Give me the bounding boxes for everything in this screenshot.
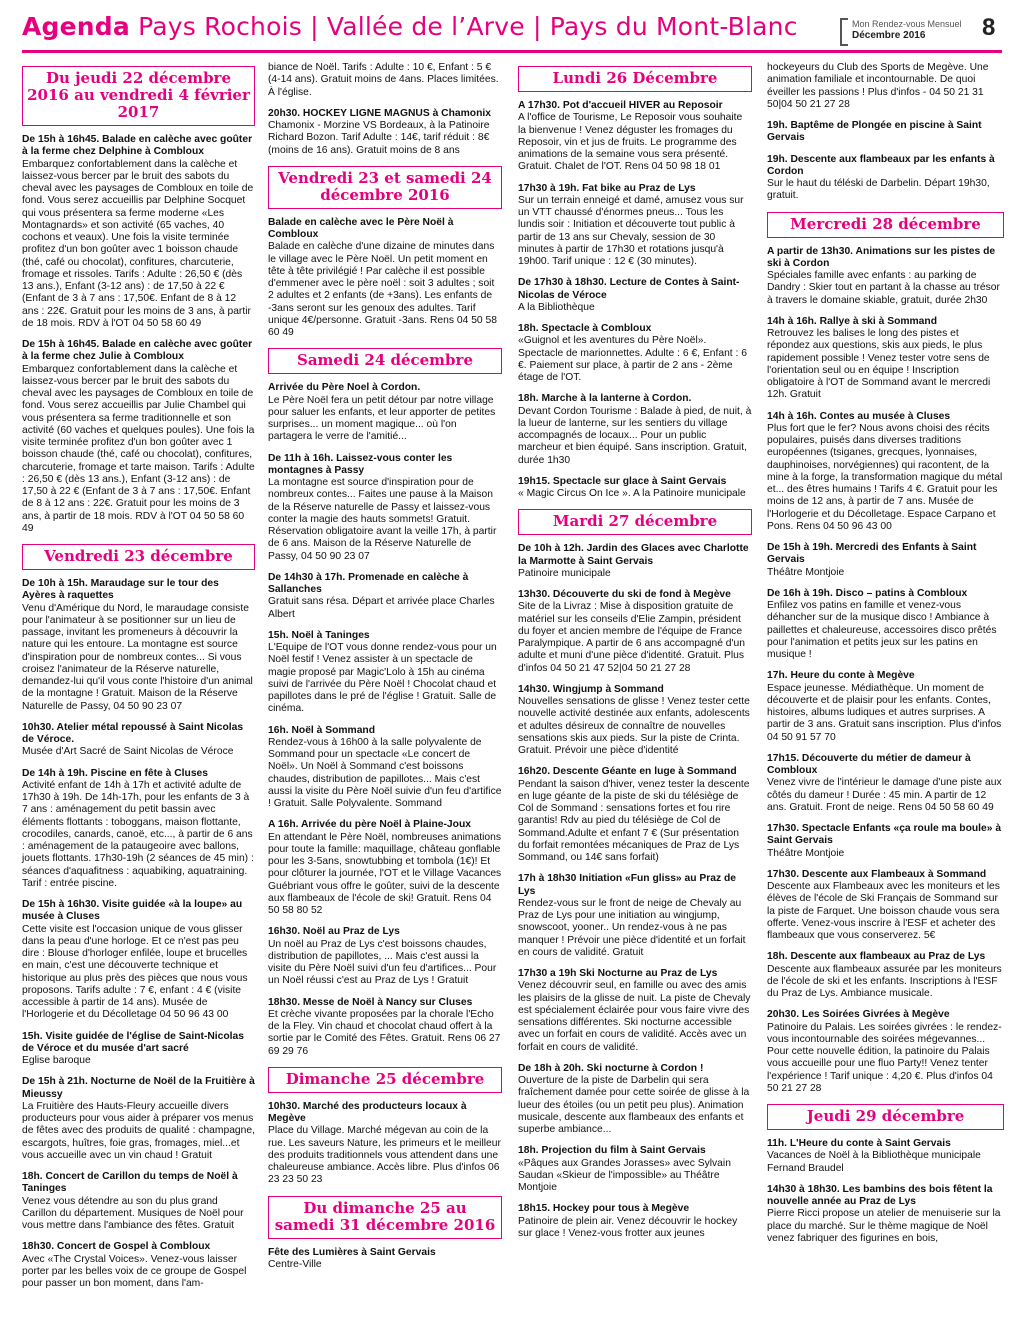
event-item bbox=[22, 722, 255, 759]
event-title: 15h. Noël à Taninges bbox=[268, 629, 370, 641]
event-item bbox=[268, 217, 502, 340]
event-item bbox=[268, 572, 502, 621]
column-4 bbox=[767, 62, 1004, 1254]
event-title: 16h. Noël à Sommand bbox=[268, 724, 376, 736]
event-title: De 14h30 à 17h. Promenade en calèche à Sallanches bbox=[268, 571, 469, 595]
event-title: 14h30. Wingjump à Sommand bbox=[518, 683, 664, 695]
event-item bbox=[268, 630, 502, 716]
event-title: 18h. Descente aux flambeaux au Praz de Lys bbox=[767, 951, 986, 963]
event-description: La montagne est source d'inspiration pour de nombreux contes... Faites une pause à la Maison de la Réserve naturelle de Passy et laissez-vous conter la magie des hauts sommets! Gratuit. Réservation obligatoire avant la veille 17h, à partir de 6 ans. Maison de la Réserve Naturelle de Passy, 04 50 90 23 07 bbox=[268, 477, 497, 562]
event-description: Descente aux Flambeaux avec les moniteurs et les élèves de l'école de Ski Français de Sommand sur la piste de Farquet. Une boisson chaude vous sera offerte. Venez-vous inscrire à l'ESF et acheter des flambeaux que vous conserverez. 5€ bbox=[767, 881, 1000, 941]
event-item bbox=[518, 968, 752, 1054]
event-item bbox=[518, 1145, 752, 1194]
event-item bbox=[22, 1241, 255, 1290]
event-item bbox=[767, 1009, 1004, 1095]
date-section-header: Dimanche 25 décembre bbox=[268, 1067, 502, 1093]
event-title: 16h30. Noël au Praz de Lys bbox=[268, 926, 400, 938]
event-item bbox=[22, 339, 255, 535]
event-description: Patinoire de plein air. Venez découvrir le hockey sur glace ! Venez-vous frotter aux jeunes bbox=[518, 1215, 738, 1239]
event-item bbox=[22, 1031, 255, 1068]
event-item bbox=[518, 766, 752, 864]
event-item bbox=[268, 819, 502, 917]
event-title: De 18h à 20h. Ski nocturne à Cordon ! bbox=[518, 1062, 704, 1074]
event-description: A l'office de Tourisme, Le Reposoir vous souhaite la bienvenue ! Venez déguster les fromages du Reposoir, vin et jus de fruits. Le programme des animations de la semaine vous sera présenté. Gratuit. Chalet de l'OT. Rens 04 50 98 18 01 bbox=[518, 112, 743, 173]
event-item bbox=[767, 542, 1004, 579]
date-section-header: Lundi 26 Décembre bbox=[518, 66, 752, 92]
header-rule bbox=[22, 50, 1002, 53]
event-title: 11h. L'Heure du conte à Saint Gervais bbox=[767, 1138, 951, 1149]
event-description: «Guignol et les aventures du Père Noël». Spectacle de marionnettes. Adulte : 6 €, Enfant : 6 €. Paiement sur place, à partir de 2 ans - 2ème étage de l'OT. bbox=[518, 335, 747, 383]
event-title: A partir de 13h30. Animations sur les pistes de ski à Cordon bbox=[767, 245, 996, 269]
event-description: Sur un terrain enneigé et damé, amusez vous sur un VTT chaussé d'énormes pneus... Tous les lundis soir : Initiation et découverte tout public à partir de 13 ans sur Chevaly, session de 30 minutes à partir de 17h30 et rotations jusqu'à 19h00. Tarif unique : 12 € (30 minutes). bbox=[518, 194, 744, 267]
date-section-header: Mardi 27 décembre bbox=[518, 509, 752, 535]
event-title: De 17h30 à 18h30. Lecture de Contes à Saint-Nicolas de Véroce bbox=[518, 277, 740, 301]
event-title: Fête des Lumières à Saint Gervais bbox=[268, 1246, 436, 1258]
event-title: De 15h à 16h45. Balade en calèche avec goûter à la ferme chez Julie à Combloux bbox=[22, 339, 253, 363]
event-item bbox=[518, 183, 752, 269]
event-item bbox=[268, 382, 502, 443]
column-3 bbox=[518, 62, 752, 1249]
event-title: 15h. Visite guidée de l'église de Saint-Nicolas de Véroce et du musée d'art sacré bbox=[22, 1030, 245, 1054]
event-item bbox=[518, 684, 752, 758]
event-title: 10h30. Marché des producteurs locaux à Megève bbox=[268, 1100, 467, 1124]
column-1 bbox=[22, 62, 255, 1299]
event-item bbox=[518, 277, 752, 314]
event-description: Descente aux flambeaux assurée par les moniteurs de l'école de ski et les enfants. Inscriptions à l'ESF du Praz de Lys. Ambiance musicale. bbox=[767, 963, 1002, 999]
event-description: La Fruitière des Hauts-Fleury accueille divers producteurs pour vous aider à préparer vos menus de fêtes avec des produits de qualité : champagne, escargots, huîtres, foie gras, fromages, miel...et vous accueille avec un vin chaud ! Gratuit bbox=[22, 1100, 255, 1161]
event-description: Retrouvez les balises le long des pistes et répondez aux questions, skis aux pieds, le plus rapidement possible ! Venez tester votre sens de l'orientation seul ou en équipe ! Inscription obligatoire à l'OT de Sommand avant le mercredi 12h. Gratuit bbox=[767, 328, 991, 401]
agenda-title: Agenda Pays Rochois | Vallée de l’Arve | Pays du Mont-Blanc bbox=[22, 12, 798, 41]
event-item bbox=[22, 899, 255, 1022]
event-description: « Magic Circus On Ice ». A la Patinoire municipale bbox=[518, 488, 746, 499]
event-item bbox=[767, 1184, 1004, 1245]
event-description: Devant Cordon Tourisme : Balade à pied, de nuit, à la lueur de lanterne, sur les sentiers du village accompagnés de locaux... Pour un public marcheur et bien équipé. Sans inscription. Gratuit, durée 1h30 bbox=[518, 405, 752, 466]
event-item bbox=[518, 873, 752, 959]
event-item bbox=[22, 134, 255, 330]
event-title: 18h15. Hockey pour tous à Megève bbox=[518, 1203, 690, 1215]
event-description: A la Bibliothèque bbox=[518, 301, 595, 313]
event-description: Ouverture de la piste de Darbelin qui sera fraîchement damée pour cette soirée de glisse à la lueur des étoiles (ou un petit peu plus). Animation musicale, descente aux flambeaux des enfants et superbe ambiance... bbox=[518, 1075, 750, 1135]
event-title: De 16h à 19h. Disco – patins à Combloux bbox=[767, 587, 968, 599]
event-item bbox=[268, 926, 502, 987]
event-title: De 10h à 12h. Jardin des Glaces avec Charlotte la Marmotte à Saint Gervais bbox=[518, 543, 749, 567]
event-item bbox=[518, 1063, 752, 1137]
date-section-header: Jeudi 29 décembre bbox=[767, 1104, 1004, 1130]
event-description: Et crèche vivante proposées par la chorale l'Echo de la Fley. Vin chaud et chocolat chaud offert à la sortie par le Comité des Fêtes. Gratuit. Rens 06 27 69 29 76 bbox=[268, 1008, 501, 1057]
event-title: 18h. Spectacle à Combloux bbox=[518, 323, 652, 334]
event-description: Sur le haut du téléski de Darbelin. Départ 19h30, gratuit. bbox=[767, 178, 990, 202]
event-title: 17h à 18h30 Initiation «Fun gliss» au Praz de Lys bbox=[518, 873, 737, 897]
event-description: «Pâques aux Grandes Jorasses» avec Sylvain Saudan «Skieur de l'impossible» au Théâtre Montjoie bbox=[518, 1157, 731, 1193]
event-title: 18h. Projection du film à Saint Gervais bbox=[518, 1145, 706, 1157]
event-title: 17h30. Spectacle Enfants «ça roule ma boule» à Saint Gervais bbox=[767, 823, 1002, 847]
event-item bbox=[268, 62, 502, 99]
event-description: Patinoire du Palais. Les soirées givrées : le rendez-vous incontournable des soirées mégevannes... Pour cette nouvelle édition, la patinoire du Palais vous accueille pour une fluo Party!! Venez tenter l'expérience ! Tarif unique : 4,20 €. Plus d'infos 04 50 21 27 28 bbox=[767, 1021, 1002, 1094]
event-item bbox=[518, 543, 752, 580]
event-title: De 11h à 16h. Laissez-vous conter les montagnes à Passy bbox=[268, 452, 453, 476]
event-title: De 10h à 15h. Maraudage sur le tour des Ayères à raquettes bbox=[22, 578, 219, 602]
event-item bbox=[268, 725, 502, 811]
event-item bbox=[22, 1076, 255, 1162]
event-description: Pendant la saison d'hiver, venez tester la descente en luge géante de la piste de ski du télésiège de Col de Sommand : sensations fortes et fou rire garantis! Rdv au pied du télésiège de Col de Sommand.Adulte et enfant 7 € (Sur présentation du forfait remontées mécaniques de Praz de Lys Sommand, ou 14€ sans forfait) bbox=[518, 778, 750, 863]
event-item bbox=[767, 154, 1004, 203]
event-description: Embarquez confortablement dans la calèche et laissez-vous bercer par le bruit des sabots du cheval avec les paysages de Combloux en toile de fond. Vous serez accueillis par Julie Chambel qui vous présentera sa ferme traditionnelle et son activité (60 vaches et quelques poules). Une fois la visite terminée profitez d'un bon goûter avec 1 boisson chaude (thé, café ou chocolat), confitures, charcuterie, fromage et tarte maison. Tarifs : Adulte : 26,50 € (dès 13 ans.), Enfant (3-12 ans) : de 17,50 à 22 € (Enfant de 3 à 7 ans : 17,50€. Enfant de 8 à 12 ans : 22€. Gratuit pour les moins de 3 ans, à partir de 18 mois. RDV à l'OT 04 50 58 60 49 bbox=[22, 363, 255, 534]
event-item bbox=[767, 120, 1004, 145]
date-section-header: Mercredi 28 décembre bbox=[767, 212, 1004, 238]
event-description: Pierre Ricci propose un atelier de menuiserie sur la place du marché. Sur le thème magique de Noël venez fabriquer des figurines en bois, bbox=[767, 1208, 1001, 1244]
event-description: Centre-Ville bbox=[268, 1258, 322, 1270]
event-title: 20h30. HOCKEY LIGNE MAGNUS à Chamonix bbox=[268, 107, 491, 119]
date-section-header: Vendredi 23 décembre bbox=[22, 544, 255, 570]
event-item bbox=[268, 453, 502, 563]
event-description: Venu d'Amérique du Nord, le maraudage consiste pour l'animateur à se positionner sur un lieu de passage, invitant les promeneurs à découvrir la nature qui les entoure. La montagne est source d'inspiration pour de nombreux contes... Si vous croisez l'animateur de la Réserve naturelle, demandez-lui qu'il vous conte l'histoire d'un animal de la montagne ! Gratuit. Maison de la Réserve Naturelle de Passy, 04 50 90 23 07 bbox=[22, 602, 253, 712]
event-title: 17h30 à 19h. Fat bike au Praz de Lys bbox=[518, 182, 696, 194]
event-title: 17h30 a 19h Ski Nocturne au Praz de Lys bbox=[518, 968, 718, 979]
event-item bbox=[268, 108, 502, 157]
page-header bbox=[0, 0, 1024, 58]
event-item bbox=[767, 1138, 1004, 1175]
event-description: Chamonix - Morzine VS Bordeaux, à la Patinoire Richard Bozon. Tarif Adulte : 14€, tarif réduit : 8€ (moins de 16 ans). Gratuit moins de 8 ans bbox=[268, 120, 490, 156]
event-description: Venez vivre de l'intérieur le damage d'une piste aux côtés du dameur ! Durée : 45 min. A partir de 12 ans. Gratuit. Front de neige. Rens 04 50 58 60 49 bbox=[767, 777, 1002, 813]
event-description: Plus fort que le fer? Nous avons choisi des récits populaires, puisés dans diverses traditions européennes (tsiganes, grecques, lyonnaises, dauphinoises, norvégiennes) qui racontent, de la mine à la forge, la transformation magique du métal et... des êtres humains ! Tarifs 4 €. Gratuit pour les moins de 12 ans, à partir de 7 ans. Musée de l'Horlogerie et du Décolletage. Espace Carpano et Pons. Rens 04 50 96 43 00 bbox=[767, 422, 1003, 532]
event-title: 17h30. Descente aux Flambeaux à Sommand bbox=[767, 868, 987, 880]
event-item bbox=[767, 823, 1004, 860]
event-description: L'Equipe de l'OT vous donne rendez-vous pour un Noël festif ! Venez assister à un spectacle de magie proposé par Magic'Lolo à 15h au cinéma suivi de l'arrivée du Père Noël ! Chocolat chaud et papillotes dans le pré de l'église ! Gratuit. Salle de cinéma. bbox=[268, 642, 497, 715]
event-title: Balade en calèche avec le Père Noël à Combloux bbox=[268, 216, 454, 240]
event-title: 18h30. Concert de Gospel à Combloux bbox=[22, 1241, 211, 1253]
date-section-header: Samedi 24 décembre bbox=[268, 348, 502, 374]
date-section-header: Du jeudi 22 décembre 2016 au vendredi 4 février 2017 bbox=[22, 66, 255, 126]
event-description: Eglise baroque bbox=[22, 1055, 91, 1066]
date-section-header: Du dimanche 25 au samedi 31 décembre 2016 bbox=[268, 1196, 502, 1239]
event-description: Le Père Noël fera un petit détour par notre village pour saluer les enfants, et leur apporter de petites surprises... un moment magique... où l'on partagera le verre de l'amitié... bbox=[268, 394, 496, 443]
event-description: hockeyeurs du Club des Sports de Megève. Une animation familiale et incontournable. De quoi éveiller les passions ! Plus d'infos - 04 50 21 31 50|04 50 21 27 28 bbox=[767, 62, 989, 110]
event-description: Spéciales famille avec enfants : au parking de Dandry : Skier tout en partant à la chasse au trésor à travers le domaine skiable, gratuit, durée 2h30 bbox=[767, 270, 1000, 306]
event-title: 14h à 16h. Contes au musée à Cluses bbox=[767, 410, 951, 422]
event-title: De 15h à 16h30. Visite guidée «à la loupe» au musée à Cluses bbox=[22, 899, 243, 923]
event-title: De 15h à 19h. Mercredi des Enfants à Saint Gervais bbox=[767, 542, 977, 566]
event-description: Nouvelles sensations de glisse ! Venez tester cette nouvelle activité destinée aux enfants, adolescents et adultes désireux de connaître de nouvelles sensations skis aux pieds. Sur la piste de Crinta. Gratuit. Prévoir une pièce d'identité bbox=[518, 696, 750, 756]
event-description: Espace jeunesse. Médiathèque. Un moment de découverte et de plaisir pour les enfants. Contes, histoires, albums ludiques et autres surprises. A partir de 3 ans. Gratuit sans inscription. Plus d'infos 04 50 91 57 70 bbox=[767, 682, 1002, 743]
event-title: A 17h30. Pot d'accueil HIVER au Reposoir bbox=[518, 100, 723, 111]
column-2 bbox=[268, 62, 502, 1280]
event-item bbox=[268, 997, 502, 1058]
event-description: Rendez-vous à 16h00 à la salle polyvalente de Sommand pour un spectacle «Le concert de Noël». Un Noël à Sommand c'est boissons chaudes, distribution de papillotes... Mais c'est aussi la visite du Père Noël suivie d'un feu d'artifice ! Gratuit. Salle Polyvalente. Sommand bbox=[268, 736, 502, 809]
event-description: Musée d'Art Sacré de Saint Nicolas de Véroce bbox=[22, 746, 234, 758]
event-description: biance de Noël. Tarifs : Adulte : 10 €, Enfant : 5 € (4-14 ans). Gratuit moins de 4ans. Places limitées. À l'église. bbox=[268, 62, 499, 98]
event-description: Un noël au Praz de Lys c'est boissons chaudes, distribution de papillotes, ... Mais c'est aussi la visite du Père Noël suivi d'un feu d'artifices... Pour un Noël réussi c'est au Praz de Lys ! Gratuit bbox=[268, 938, 497, 987]
event-title: 14h à 16h. Rallye à ski à Sommand bbox=[767, 315, 937, 327]
event-description: Place du Village. Marché mégevan au coin de la rue. Les saveurs Nature, les primeurs et le meilleur des produits traditionnels vous attendent dans une chaleureuse ambiance. Accès libre. Plus d'infos 06 23 23 50 23 bbox=[268, 1125, 501, 1186]
event-item bbox=[22, 578, 255, 713]
event-description: Venez découvrir seul, en famille ou avec des amis les plaisirs de la glisse de nuit. La piste de Chevaly est spécialement éclairée pour vous faire vivre des sensations différentes. Ski nocturne accessible avec un forfait en cours de validité. Accès avec un forfait en cours de validité. bbox=[518, 980, 751, 1053]
event-title: 17h15. Découverte du métier de dameur à Combloux bbox=[767, 752, 971, 776]
event-description: Balade en calèche d'une dizaine de minutes dans le village avec le Père Noël. Un petit moment en tête à tête privilégié ! Par calèche il est possible d'emmener avec le père noël : soit 3 adultes ; soit 2 adultes et 2 enfants (de +3ans). Les enfants de -3ans seront sur les genoux des adultes. Tarif unique 4€/personne. Gratuit -3ans. Rens 04 50 58 60 49 bbox=[268, 241, 497, 338]
event-description: Rendez-vous sur le front de neige de Chevaly au Praz de Lys pour une initiation au wingjump, snowscoot, yooner.. Un rendez-vous à ne pas manquer ! Prévoir une pièce d'identité et un forfait en cours de validité. Gratuit bbox=[518, 897, 746, 958]
event-title: 19h. Descente aux flambeaux par les enfants à Cordon bbox=[767, 153, 995, 177]
event-item bbox=[767, 951, 1004, 1000]
event-item bbox=[518, 476, 752, 501]
event-title: 13h30. Découverte du ski de fond à Megève bbox=[518, 589, 731, 600]
event-item bbox=[518, 100, 752, 174]
event-title: 18h30. Messe de Noël à Nancy sur Cluses bbox=[268, 996, 473, 1008]
event-title: 20h30. Les Soirées Givrées à Megève bbox=[767, 1009, 950, 1021]
event-item bbox=[767, 62, 1004, 111]
event-title: 14h30 à 18h30. Les bambins des bois fêtent la nouvelle année au Praz de Lys bbox=[767, 1183, 993, 1207]
event-item bbox=[767, 316, 1004, 402]
event-description: Patinoire municipale bbox=[518, 567, 611, 579]
event-description: Vacances de Noël à la Bibliothèque municipale Fernand Braudel bbox=[767, 1150, 981, 1174]
event-title: 19h. Baptême de Plongée en piscine à Saint Gervais bbox=[767, 120, 982, 144]
event-title: 18h. Marche à la lanterne à Cordon. bbox=[518, 393, 692, 405]
event-item bbox=[767, 588, 1004, 662]
event-item bbox=[518, 323, 752, 384]
event-description: Gratuit sans résa. Départ et arrivée place Charles Albert bbox=[268, 596, 495, 620]
event-item bbox=[22, 1171, 255, 1232]
event-title: 18h. Concert de Carillon du temps de Noël à Taninges bbox=[22, 1171, 238, 1195]
event-item bbox=[268, 1101, 502, 1187]
event-description: Avec «The Crystal Voices». Venez-vous laisser porter par les belles voix de ce groupe de Gospel pour passer un bon moment, dans l'am- bbox=[22, 1253, 247, 1289]
page-number: 8 bbox=[982, 14, 996, 41]
event-item bbox=[518, 589, 752, 675]
issue-info bbox=[852, 18, 962, 42]
event-item bbox=[767, 246, 1004, 307]
event-description: Théâtre Montjoie bbox=[767, 566, 845, 578]
event-description: Embarquez confortablement dans la calèche et laissez-vous bercer par le bruit des sabots du cheval avec les paysages de Combloux en toile de fond. Vous serez accueillis par Delphine Socquet qui vous présentera sa ferme moderne «Les Montagnards» et son activité (65 vaches, 40 cochons et veaux). Une fois la visite terminée profitez d'un bon goûter avec 1 boisson chaude (thé, café ou chocolat), confitures, charcuterie, fromage et rissoles. Tarifs : Adulte : 26,50 € (dès 13 ans.), Enfant (3-12 ans) : de 17,50 à 22 € (Enfant de 3 à 7 ans : 17,50€. Enfant de 8 à 12 ans : 22€. Gratuit pour les moins de 3 ans, à partir de 18 mois. RDV à l'OT 04 50 58 60 49 bbox=[22, 158, 254, 329]
event-description: Cette visite est l'occasion unique de vous glisser dans la peau d'une horloge. Et ce n'est pas peu dire : Blouse d'horloger enfilée, loupe et brucelles en main, c'est une découverte technique et historique au plus près des pièces que nous vous proposons. Tarifs adulte : 7 €, enfant : 4 € (visite accessible à partir de 14 ans). Musée de l'Horlogerie et du Décolletage 04 50 96 43 00 bbox=[22, 923, 248, 1021]
event-description: Activité enfant de 14h à 17h et activité adulte de 17h30 à 19h. De 14h-17h, pour les enfants de 3 à 7 ans : aménagement du petit bassin avec éléments flottants : toboggans, maison flottante, crocodiles, canards, canoë, etc..., à partir de 6 ans : aménagement de la pataugeoire avec ballons, jouets flottants. 17h30-19h (2 séances de 45 min) : séances d'aquafitness : aquabiking, aquatraining. Tarif : entrée piscine. bbox=[22, 779, 254, 889]
event-title: 10h30. Atelier métal repoussé à Saint Nicolas de Véroce. bbox=[22, 721, 244, 745]
event-title: A 16h. Arrivée du père Noël à Plaine-Joux bbox=[268, 819, 471, 831]
event-title: 17h. Heure du conte à Megève bbox=[767, 670, 915, 682]
event-item bbox=[767, 411, 1004, 534]
event-item bbox=[518, 393, 752, 467]
event-item bbox=[518, 1203, 752, 1240]
event-item bbox=[767, 869, 1004, 943]
magazine-name: Mon Rendez-vous Mensuel bbox=[852, 19, 962, 29]
event-title: Arrivée du Père Noel à Cordon. bbox=[268, 382, 421, 394]
date-section-header: Vendredi 23 et samedi 24 décembre 2016 bbox=[268, 166, 502, 209]
event-item bbox=[767, 753, 1004, 814]
event-title: 19h15. Spectacle sur glace à Saint Gervais bbox=[518, 475, 727, 487]
event-title: De 15h à 16h45. Balade en calèche avec goûter à la ferme chez Delphine à Combloux bbox=[22, 134, 253, 158]
event-description: Venez vous détendre au son du plus grand Carillon du département. Musiques de Noël pour vous mettre dans l'ambiance des fêtes. Gratuit bbox=[22, 1195, 244, 1231]
event-item bbox=[22, 768, 255, 891]
event-title: 16h20. Descente Géante en luge à Sommand bbox=[518, 766, 737, 778]
issue-bracket-icon bbox=[840, 18, 848, 46]
event-title: De 14h à 19h. Piscine en fête à Cluses bbox=[22, 767, 209, 779]
event-item bbox=[767, 670, 1004, 744]
event-description: En attendant le Père Noël, nombreuses animations pour toute la famille: maquillage, château gonflable pour les 3-5ans, snowtubbing et tombola (1€)! Et pour clôturer la journée, l'OT et le Village Vacances Guébriant vous offre le goûter, suivi de la descente aux flambeaux de l'école de ski! Gratuit. Rens 04 50 58 80 52 bbox=[268, 831, 502, 916]
event-item bbox=[268, 1247, 502, 1272]
event-description: Enfilez vos patins en famille et venez-vous déhancher sur de la musique disco ! Ambiance à paillettes et chaleureuse, accessoires disco prêtés pour l'animation et petits jeux sur les patins en musique ! bbox=[767, 600, 997, 660]
event-description: Théâtre Montjoie bbox=[767, 847, 845, 859]
event-title: De 15h à 21h. Nocturne de Noël de la Fruitière à Mieussy bbox=[22, 1076, 255, 1100]
issue-date: Décembre 2016 bbox=[852, 30, 926, 41]
event-description: Site de la Livraz : Mise à disposition gratuite de matériel sur les conseils d'Elie Zampin, président du foyer et ancien membre de l'équipe de France Paralympique. A partir de 6 ans accompagné d'un adulte et muni d'une pièce d'identité. Gratuit. Plus d'infos 04 50 21 47 52|04 50 21 27 28 bbox=[518, 601, 745, 674]
